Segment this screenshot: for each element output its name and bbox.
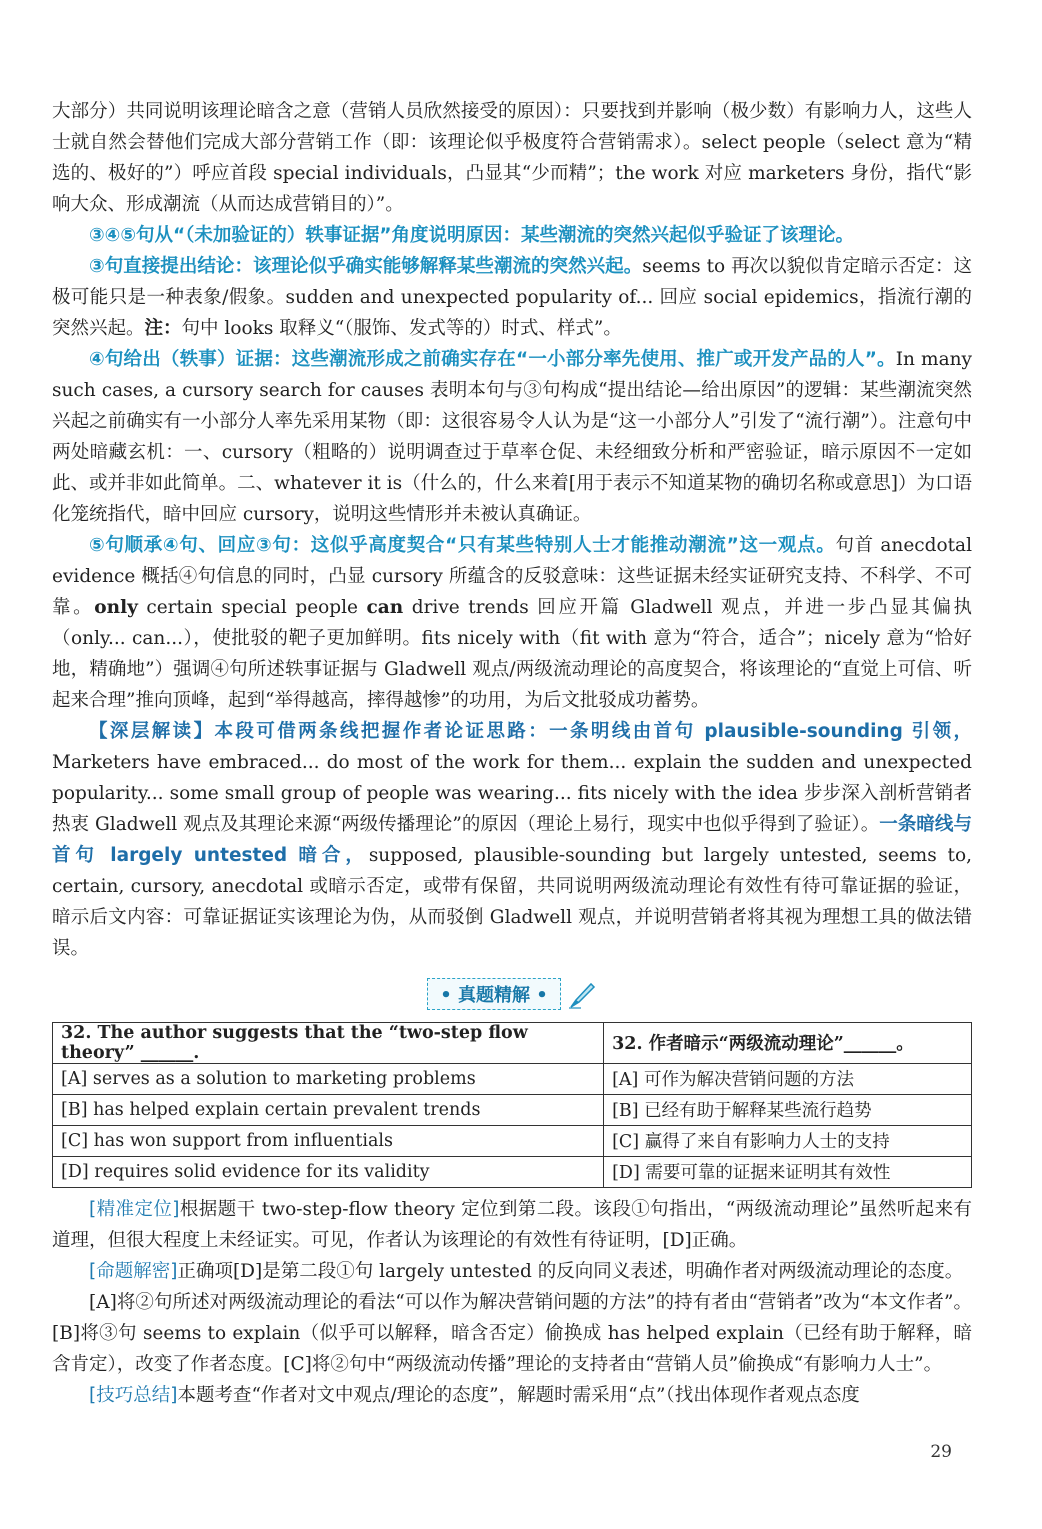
skill-paragraph xyxy=(52,1380,972,1411)
question-en-head: 32. The author suggests that the “two-step flow theory” ______. xyxy=(53,1022,604,1063)
paragraph-2 xyxy=(52,220,972,251)
paragraph-5-body-b: certain special people xyxy=(137,597,367,618)
option-c-zh: [C] 赢得了来自有影响力人士的支持 xyxy=(604,1125,972,1156)
option-a-en: [A] serves as a solution to marketing problems xyxy=(53,1063,604,1094)
table-row xyxy=(53,1022,972,1063)
paragraph-1: 大部分）共同说明该理论暗含之意（营销人员欣然接受的原因）：只要找到并影响（极少数）有影响力人，这些人士就自然会替他们完成大部分营销工作（即：该理论似乎极度符合营销需求）。select people（select 意为“精选的、极好的”）呼应首段 special individuals，凸显其“少而精”；the work 对应 marketers 身份，指代“影响大众、形成潮流（从而达成营销目的）”。 xyxy=(52,101,972,215)
paragraph-4-body: In many such cases, a cursory search for causes 表明本句与③句构成“提出结论—给出原因”的逻辑：某些潮流突然兴起之前确实有一小部分人率先采用某物（即：这很容易令人认为是“这一小部分人”引发了“流行潮”）。注意句中两处暗藏玄机：一、cursory（粗略的）说明调查过于草率仓促、未经细致分析和严密验证，暗示原因不一定如此、或并非如此简单。二、whatever it is（什么的，什么来着[用于表示不知道某物的确切名称或意思]）为口语化笼统指代，暗中回应 cursory，说明这些情形并未被认真确证。 xyxy=(52,349,972,525)
paragraph-5-lead: ⑤句顺承④句、回应③句：这似乎高度契合“只有某些特别人士才能推动潮流”这一观点。 xyxy=(89,535,836,556)
paragraph-6-body-b: supposed, plausible-sounding but largely untested, seems to, certain, cursory, anecdotal 或暗示否定，或带有保留，共同说明两级流动理论有效性有待可靠证据的验证，暗示后文内容：可靠证据证实该理论为伪，从而驳倒 Gladwell 观点，并说明营销者将其视为理想工具的做法错误。 xyxy=(52,845,972,959)
table-row xyxy=(53,1094,972,1125)
paragraph-5 xyxy=(52,530,972,716)
locate-paragraph xyxy=(52,1194,972,1256)
locate-text: 根据题干 two-step-flow theory 定位到第二段。该段①句指出，“两级流动理论”虽然听起来有道理，但很大程度上未经证实。可见，作者认为该理论的有效性有待证明，[D]正确。 xyxy=(52,1198,973,1251)
paragraph-5-can: can xyxy=(366,597,404,618)
option-d-zh: [D] 需要可靠的证据来证明其有效性 xyxy=(604,1156,972,1187)
paragraph-4-lead: ④句给出（轶事）证据：这些潮流形成之前确实存在“一小部分率先使用、推广或开发产品的人”。 xyxy=(89,349,896,370)
paragraph-3-lead: ③句直接提出结论：该理论似乎确实能够解释某些潮流的突然兴起。 xyxy=(89,256,643,277)
locate-tag: [精准定位] xyxy=(89,1198,180,1220)
content xyxy=(52,96,972,1411)
secret-text: 正确项[D]是第二段①句 largely untested 的反向同义表述，明确作者对两级流动理论的态度。 xyxy=(177,1260,964,1282)
question-zh-head: 32. 作者暗示“两级流动理论”______。 xyxy=(604,1022,972,1063)
paragraph-5-body-c: drive trends 回应开篇 Gladwell 观点，并进一步凸显其偏执（only... can...），使批驳的靶子更加鲜明。fits nicely with（fit with 意为“符合，适合”；nicely 意为“恰好地，精确地”）强调④句所述轶事证据与 Gladwell 观点/两级流动理论的高度契合，将该理论的“直觉上可信、听起来合理”推向顶峰，起到“举得越高，摔得越惨”的功用，为后文批驳成功蓄势。 xyxy=(52,597,972,711)
section-heading: • 真题精解 • xyxy=(427,978,561,1010)
skill-tag: [技巧总结] xyxy=(89,1384,178,1406)
paragraph-5-only: only xyxy=(94,597,138,618)
wrong-options-paragraph: [A]将②句所述对两级流动理论的看法“可以作为解决营销问题的方法”的持有者由“营销者”改为“本文作者”。[B]将③句 seems to explain（似乎可以解释，暗含否定）偷换成 has helped explain（已经有助于解释，暗含肯定），改变了作者态度。[C]将②句中“两级流动传播”理论的支持者由“营销人员”偷换成“有影响力人士”。 xyxy=(52,1291,972,1375)
table-row xyxy=(53,1156,972,1187)
paragraph-6-lead: 【深层解读】本段可借两条线把握作者论证思路：一条明线由首句 plausible-sounding 引领， xyxy=(89,721,972,742)
option-b-zh: [B] 已经有助于解释某些流行趋势 xyxy=(604,1094,972,1125)
paragraph-3 xyxy=(52,251,972,344)
skill-text: 本题考查“作者对文中观点/理论的态度”，解题时需采用“点”（找出体现作者观点态度 xyxy=(177,1384,860,1406)
pen-icon xyxy=(567,980,597,1014)
option-b-en: [B] has helped explain certain prevalent trends xyxy=(53,1094,604,1125)
paragraph-5-body: 句首 anecdotal evidence 概括④句信息的同时，凸显 cursory 所蕴含的反驳意味：这些证据未经实证研究支持、不科学、不可靠。 xyxy=(52,535,973,618)
paragraph-3-body-b: 句中 looks 取释义“（服饰、发式等的）时式、样式”。 xyxy=(181,318,622,339)
paragraph-3-note: 注： xyxy=(144,318,182,339)
option-c-en: [C] has won support from influentials xyxy=(53,1125,604,1156)
paragraph-6-lead-2: 一条暗线与首句 largely untested 暗合， xyxy=(52,814,972,866)
question-table xyxy=(52,1022,972,1188)
paragraph-3-body: seems to 再次以貌似肯定暗示否定：这极可能只是一种表象/假象。sudden and unexpected popularity of... 回应 social epidemics，指流行潮的突然兴起。 xyxy=(52,256,972,339)
table-row xyxy=(53,1063,972,1094)
secret-tag: [命题解密] xyxy=(89,1260,178,1282)
paragraph-2-lead: ③④⑤句从“（未加验证的）轶事证据”角度说明原因：某些潮流的突然兴起似乎验证了该理论。 xyxy=(89,225,855,246)
section-heading-wrap xyxy=(52,978,972,1014)
paragraph-4 xyxy=(52,344,972,530)
table-row xyxy=(53,1125,972,1156)
option-d-en: [D] requires solid evidence for its validity xyxy=(53,1156,604,1187)
paragraph-6-body: Marketers have embraced... do most of the work for them... explain the sudden and unexpected popularity... some small group of people was wearing... fits nicely with the idea 步步深入剖析营销者热衷 Gladwell 观点及其理论来源“两级传播理论”的原因（理论上易行，现实中也似乎得到了验证）。 xyxy=(52,752,972,835)
page-number: 29 xyxy=(930,1442,952,1462)
option-a-zh: [A] 可作为解决营销问题的方法 xyxy=(604,1063,972,1094)
secret-paragraph xyxy=(52,1256,972,1287)
paragraph-6 xyxy=(52,716,972,964)
